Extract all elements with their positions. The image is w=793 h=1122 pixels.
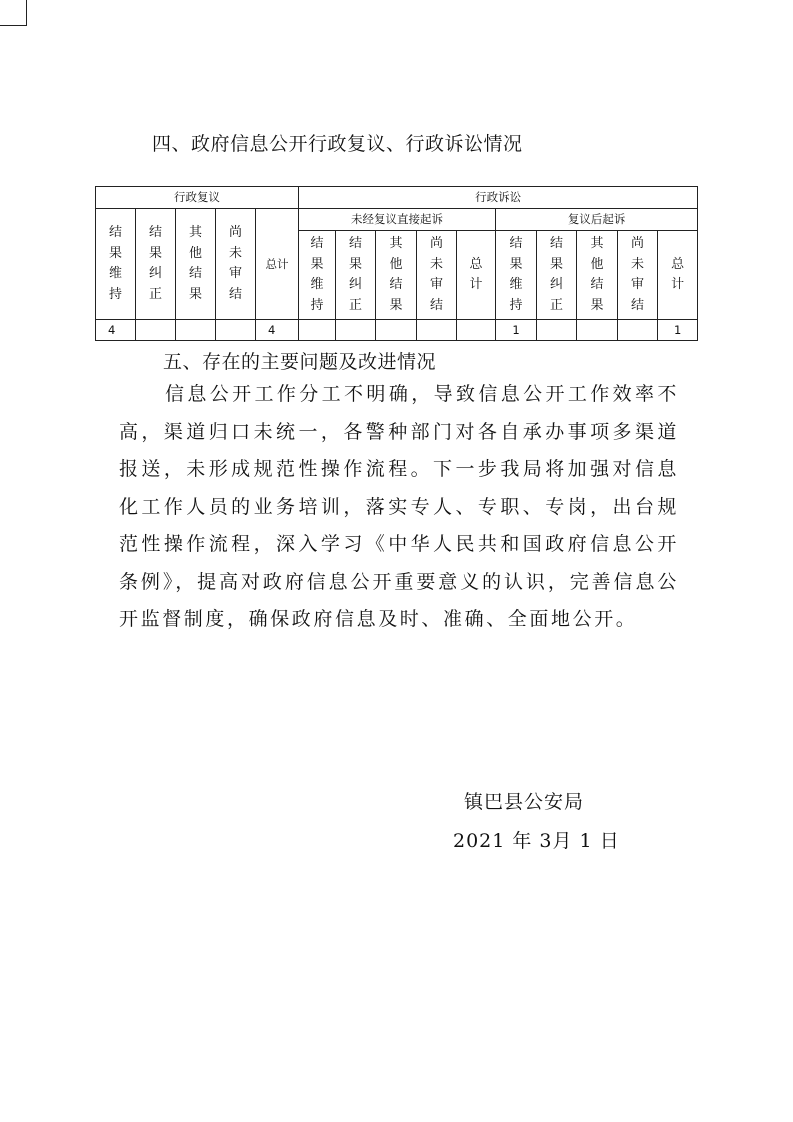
col-header-pending: 尚未审结 bbox=[430, 236, 444, 313]
issuing-organization: 镇巴县公安局 bbox=[464, 791, 585, 813]
col-header-total: 总计 bbox=[469, 256, 483, 292]
value-cell bbox=[457, 320, 496, 341]
review-litigation-table bbox=[95, 186, 698, 341]
value-cell bbox=[299, 320, 336, 341]
col-header-corrected: 结果纠正 bbox=[550, 236, 564, 313]
section-5-heading: 五、存在的主要问题及改进情况 bbox=[163, 351, 437, 373]
subgroup-header-after: 复议后起诉 bbox=[496, 209, 698, 231]
value-cell: 1 bbox=[496, 320, 537, 341]
value-cell: 4 bbox=[256, 320, 299, 341]
value-cell: 1 bbox=[658, 320, 698, 341]
section-4-heading: 四、政府信息公开行政复议、行政诉讼情况 bbox=[152, 133, 523, 155]
value-cell bbox=[537, 320, 577, 341]
value-cell bbox=[618, 320, 658, 341]
col-header-corrected: 结果纠正 bbox=[349, 236, 363, 313]
value-cell bbox=[417, 320, 457, 341]
value-cell bbox=[376, 320, 417, 341]
group-header-litigation: 行政诉讼 bbox=[299, 187, 698, 209]
value-cell bbox=[336, 320, 376, 341]
col-header-other: 其他结果 bbox=[389, 236, 403, 313]
col-header-total: 总计 bbox=[256, 209, 299, 320]
value-cell bbox=[216, 320, 256, 341]
col-header-upheld: 结果维持 bbox=[109, 225, 123, 302]
col-header-corrected: 结果纠正 bbox=[149, 225, 163, 302]
col-header-other: 其他结果 bbox=[189, 225, 203, 302]
col-header-other: 其他结果 bbox=[590, 236, 604, 313]
col-header-pending: 尚未审结 bbox=[631, 236, 645, 313]
value-cell bbox=[136, 320, 176, 341]
corner-box bbox=[0, 0, 27, 26]
col-header-upheld: 结果维持 bbox=[310, 236, 324, 313]
col-header-pending: 尚未审结 bbox=[229, 225, 243, 302]
section-5-body: 信息公开工作分工不明确，导致信息公开工作效率不高，渠道归口未统一，各警种部门对各自承办事项多渠道报送，未形成规范性操作流程。下一步我局将加强对信息化工作人员的业务培训，落实专人、专职、专岗，出台规范性操作流程，深入学习《中华人民共和国政府信息公开条例》，提高对政府信息公开重要意义的认识，完善信息公开监督制度，确保政府信息及时、准确、全面地公开。 bbox=[119, 383, 679, 630]
group-header-review: 行政复议 bbox=[96, 187, 299, 209]
subgroup-header-direct: 未经复议直接起诉 bbox=[299, 209, 496, 231]
value-cell bbox=[176, 320, 216, 341]
col-header-upheld: 结果维持 bbox=[509, 236, 523, 313]
issue-date: 2021 年 3月 1 日 bbox=[453, 830, 620, 852]
value-cell: 4 bbox=[96, 320, 136, 341]
value-cell bbox=[577, 320, 618, 341]
col-header-total: 总计 bbox=[671, 256, 685, 292]
